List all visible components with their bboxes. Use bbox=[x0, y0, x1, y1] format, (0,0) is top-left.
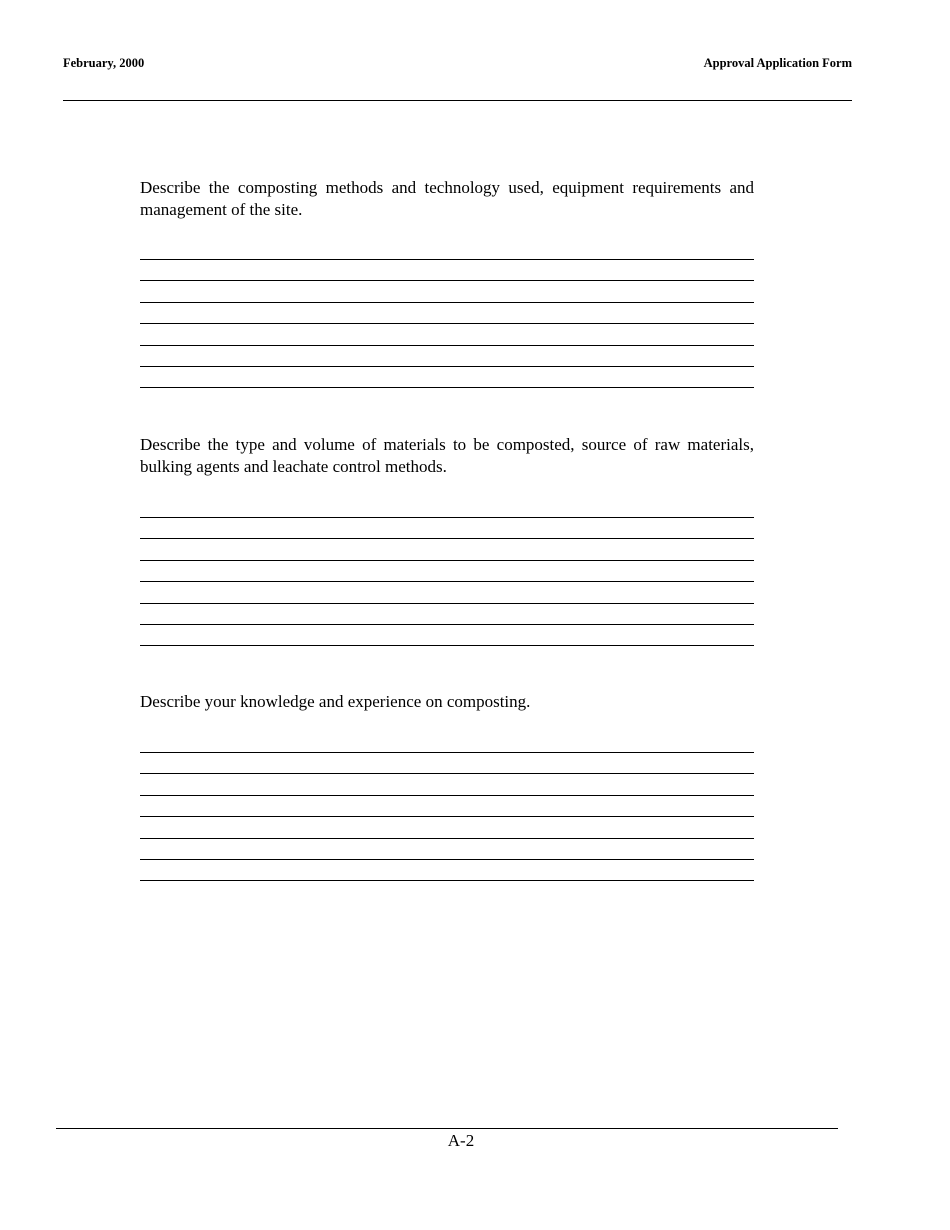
question-materials: Describe the type and volume of materials to be composted, source of raw materials, bulking agents and leachate control methods. bbox=[140, 435, 754, 476]
page-number: A-2 bbox=[447, 1131, 475, 1150]
answer-line[interactable] bbox=[140, 817, 754, 838]
header-date: February, 2000 bbox=[63, 56, 145, 70]
answer-line[interactable] bbox=[140, 582, 754, 603]
answer-lines-materials[interactable] bbox=[140, 517, 754, 646]
header-divider bbox=[63, 100, 852, 101]
answer-line[interactable] bbox=[140, 860, 754, 881]
answer-line[interactable] bbox=[140, 839, 754, 860]
answer-line[interactable] bbox=[140, 604, 754, 625]
question-composting-methods: Describe the composting methods and technology used, equipment requirements and management of the site. bbox=[140, 178, 754, 219]
answer-lines-experience[interactable] bbox=[140, 752, 754, 881]
answer-line[interactable] bbox=[140, 346, 754, 367]
answer-line[interactable] bbox=[140, 796, 754, 817]
answer-line[interactable] bbox=[140, 518, 754, 539]
answer-line[interactable] bbox=[140, 367, 754, 388]
answer-line[interactable] bbox=[140, 281, 754, 302]
footer-divider bbox=[56, 1128, 838, 1129]
answer-line[interactable] bbox=[140, 625, 754, 646]
answer-lines-composting-methods[interactable] bbox=[140, 259, 754, 388]
answer-line[interactable] bbox=[140, 303, 754, 324]
answer-line[interactable] bbox=[140, 324, 754, 345]
header-form-title: Approval Application Form bbox=[703, 56, 852, 70]
question-experience: Describe your knowledge and experience on composting. bbox=[140, 692, 531, 711]
answer-line[interactable] bbox=[140, 539, 754, 560]
answer-line[interactable] bbox=[140, 774, 754, 795]
answer-line[interactable] bbox=[140, 260, 754, 281]
answer-line[interactable] bbox=[140, 753, 754, 774]
answer-line[interactable] bbox=[140, 561, 754, 582]
